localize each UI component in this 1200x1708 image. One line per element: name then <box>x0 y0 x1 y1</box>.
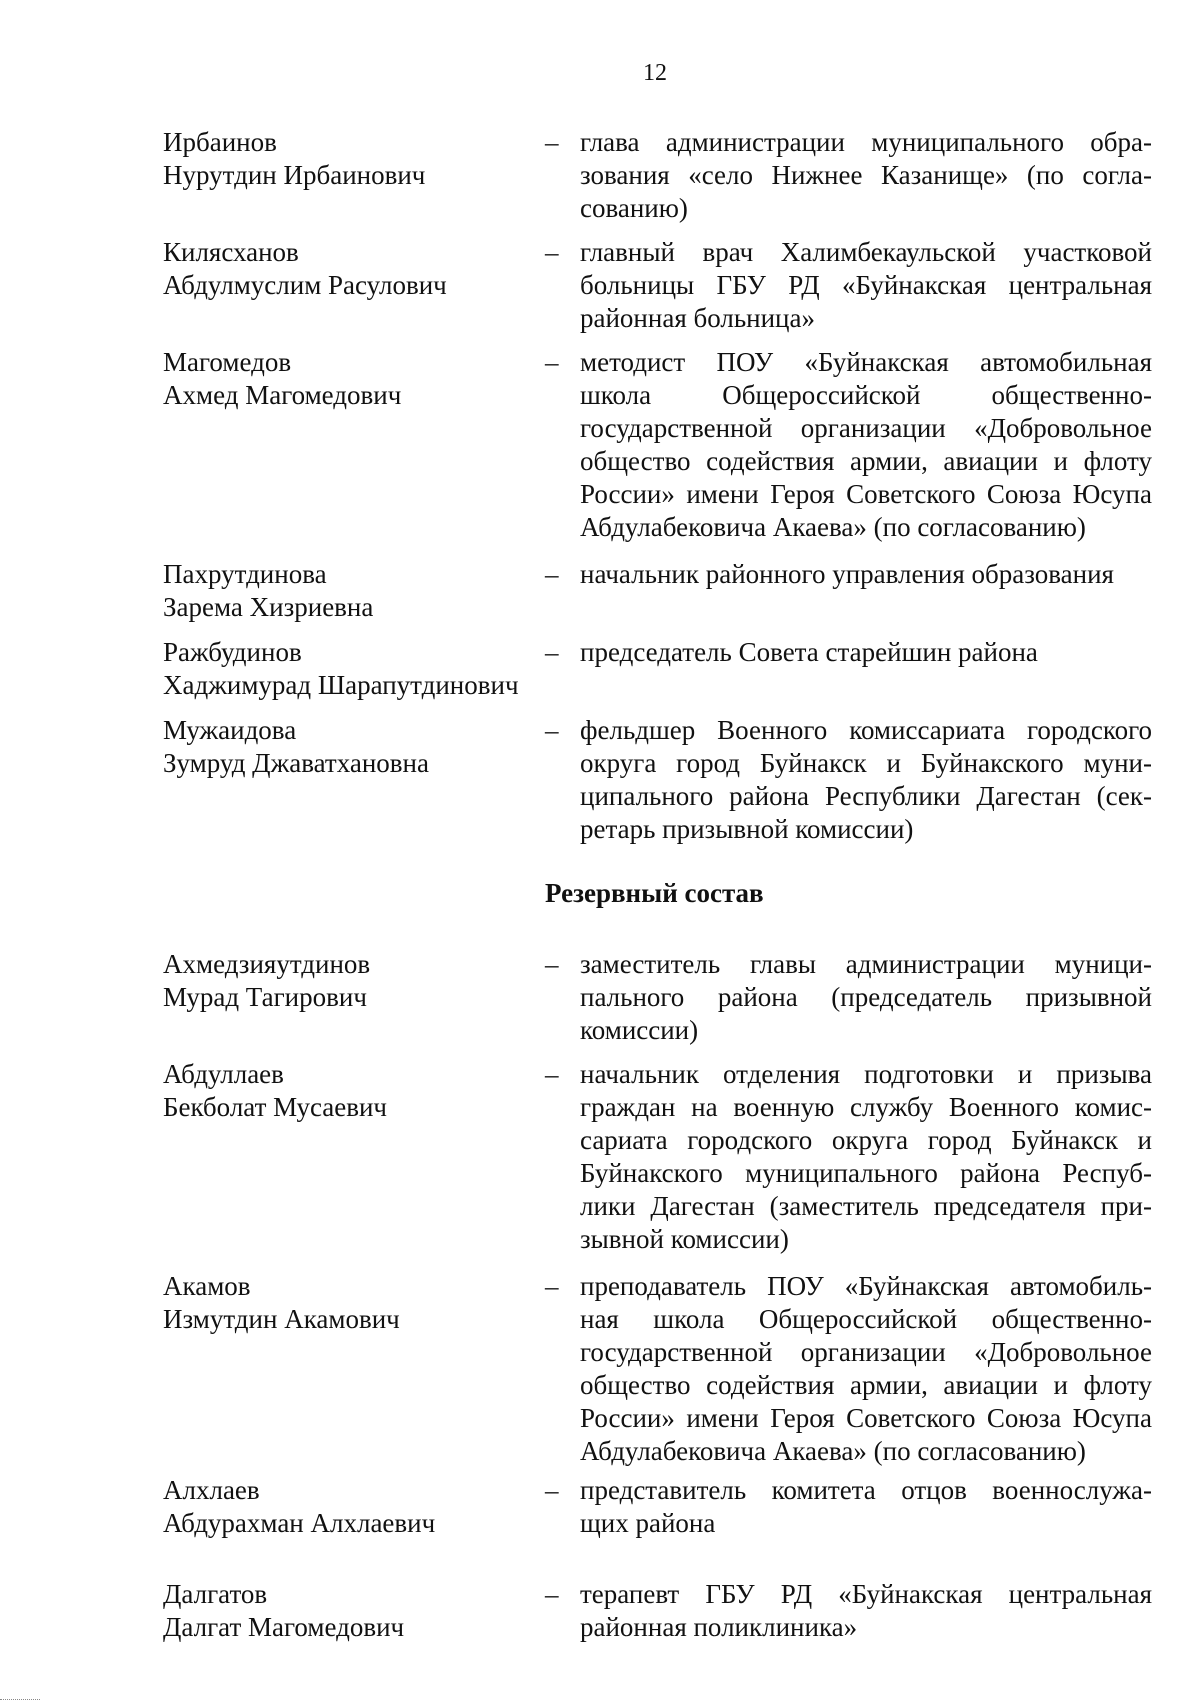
role-line: сариата городского округа город Буйнакск и <box>580 1125 1152 1155</box>
member-name <box>163 948 543 1014</box>
role-line: заместитель главы администрации муници- <box>580 949 1152 979</box>
member-name <box>163 126 543 192</box>
role-line: граждан на военную службу Военного комис- <box>580 1092 1152 1122</box>
member-surname: Акамов <box>163 1271 251 1301</box>
dash-separator: – <box>545 1475 559 1505</box>
member-surname: Мужаидова <box>163 715 297 745</box>
member-given-name: Нурутдин Ирбаинович <box>163 160 426 190</box>
dash-separator: – <box>545 127 559 157</box>
role-line: России» имени Героя Советского Союза Юсупа <box>580 479 1152 509</box>
member-surname: Ражбудинов <box>163 637 302 667</box>
member-name <box>163 636 543 702</box>
role-line: методист ПОУ «Буйнакская автомобильная <box>580 347 1152 377</box>
member-given-name: Зарема Хизриевна <box>163 592 374 622</box>
member-role <box>580 558 1152 591</box>
member-surname: Далгатов <box>163 1579 268 1609</box>
role-line: общество содействия армии, авиации и флоту <box>580 1370 1152 1400</box>
role-line: председатель Совета старейшин района <box>580 637 1038 667</box>
role-line: ная школа Общероссийской общественно- <box>580 1304 1152 1334</box>
role-line: Абдулабековича Акаева» (по согласованию) <box>580 512 1086 542</box>
member-role <box>580 346 1152 544</box>
dash-separator: – <box>545 1271 559 1301</box>
role-line: государственной организации «Добровольное <box>580 1337 1152 1367</box>
member-given-name: Хаджимурад Шарапутдинович <box>163 670 519 700</box>
scan-edge-mark <box>0 1699 40 1700</box>
member-given-name: Измутдин Акамович <box>163 1304 400 1334</box>
member-role <box>580 1474 1152 1540</box>
member-role <box>580 1270 1152 1468</box>
dash-separator: – <box>545 949 559 979</box>
member-surname: Ахмедзияутдинов <box>163 949 371 979</box>
member-name <box>163 346 543 412</box>
role-line: щих района <box>580 1508 716 1538</box>
member-surname: Пахрутдинова <box>163 559 327 589</box>
role-line: комиссии) <box>580 1015 699 1045</box>
reserve-section-heading: Резервный состав <box>545 878 764 908</box>
member-role <box>580 636 1152 669</box>
member-name <box>163 1578 543 1644</box>
member-surname: Абдуллаев <box>163 1059 284 1089</box>
member-role <box>580 714 1152 846</box>
member-surname: Ирбаинов <box>163 127 277 157</box>
role-line: главный врач Халимбекаульской участковой <box>580 237 1152 267</box>
role-line: школа Общероссийской общественно- <box>580 380 1152 410</box>
role-line: Абдулабековича Акаева» (по согласованию) <box>580 1436 1086 1466</box>
member-role <box>580 236 1152 335</box>
role-line: России» имени Героя Советского Союза Юсупа <box>580 1403 1152 1433</box>
role-line: начальник отделения подготовки и призыва <box>580 1059 1152 1089</box>
member-name <box>163 236 543 302</box>
dash-separator: – <box>545 1579 559 1609</box>
member-given-name: Абдурахман Алхлаевич <box>163 1508 436 1538</box>
role-line: районная больница» <box>580 303 815 333</box>
member-name <box>163 1058 543 1124</box>
dash-separator: – <box>545 1059 559 1089</box>
page-number: 12 <box>643 60 667 86</box>
role-line: начальник районного управления образования <box>580 559 1114 589</box>
role-line: фельдшер Военного комиссариата городского <box>580 715 1152 745</box>
role-line: представитель комитета отцов военнослужа- <box>580 1475 1152 1505</box>
member-role <box>580 1578 1152 1644</box>
role-line: терапевт ГБУ РД «Буйнакская центральная <box>580 1579 1152 1609</box>
role-line: общество содействия армии, авиации и флоту <box>580 446 1152 476</box>
role-line: глава администрации муниципального обра- <box>580 127 1152 157</box>
role-line: Буйнакского муниципального района Респуб- <box>580 1158 1152 1188</box>
dash-separator: – <box>545 559 559 589</box>
member-given-name: Мурад Тагирович <box>163 982 367 1012</box>
dash-separator: – <box>545 715 559 745</box>
member-role <box>580 948 1152 1047</box>
role-line: лики Дагестан (заместитель председателя при- <box>580 1191 1152 1221</box>
member-surname: Магомедов <box>163 347 292 377</box>
dash-separator: – <box>545 347 559 377</box>
member-given-name: Зумруд Джаватхановна <box>163 748 429 778</box>
role-line: ретарь призывной комиссии) <box>580 814 914 844</box>
member-surname: Килясханов <box>163 237 299 267</box>
role-line: преподаватель ПОУ «Буйнакская автомобиль- <box>580 1271 1152 1301</box>
member-name <box>163 558 543 624</box>
dash-separator: – <box>545 637 559 667</box>
member-given-name: Бекболат Мусаевич <box>163 1092 388 1122</box>
member-given-name: Далгат Магомедович <box>163 1612 405 1642</box>
role-line: зывной комиссии) <box>580 1224 789 1254</box>
member-name <box>163 1270 543 1336</box>
role-line: зования «село Нижнее Казанище» (по согла- <box>580 160 1152 190</box>
member-given-name: Ахмед Магомедович <box>163 380 402 410</box>
role-line: округа город Буйнакск и Буйнакского муни- <box>580 748 1152 778</box>
role-line: сованию) <box>580 193 688 223</box>
member-given-name: Абдулмуслим Расулович <box>163 270 447 300</box>
member-name <box>163 1474 543 1540</box>
role-line: больницы ГБУ РД «Буйнакская центральная <box>580 270 1152 300</box>
member-role <box>580 1058 1152 1256</box>
member-role <box>580 126 1152 225</box>
role-line: районная поликлиника» <box>580 1612 858 1642</box>
member-surname: Алхлаев <box>163 1475 260 1505</box>
role-line: государственной организации «Добровольное <box>580 413 1152 443</box>
role-line: ципального района Республики Дагестан (сек- <box>580 781 1152 811</box>
member-name <box>163 714 543 780</box>
role-line: пального района (председатель призывной <box>580 982 1152 1012</box>
dash-separator: – <box>545 237 559 267</box>
